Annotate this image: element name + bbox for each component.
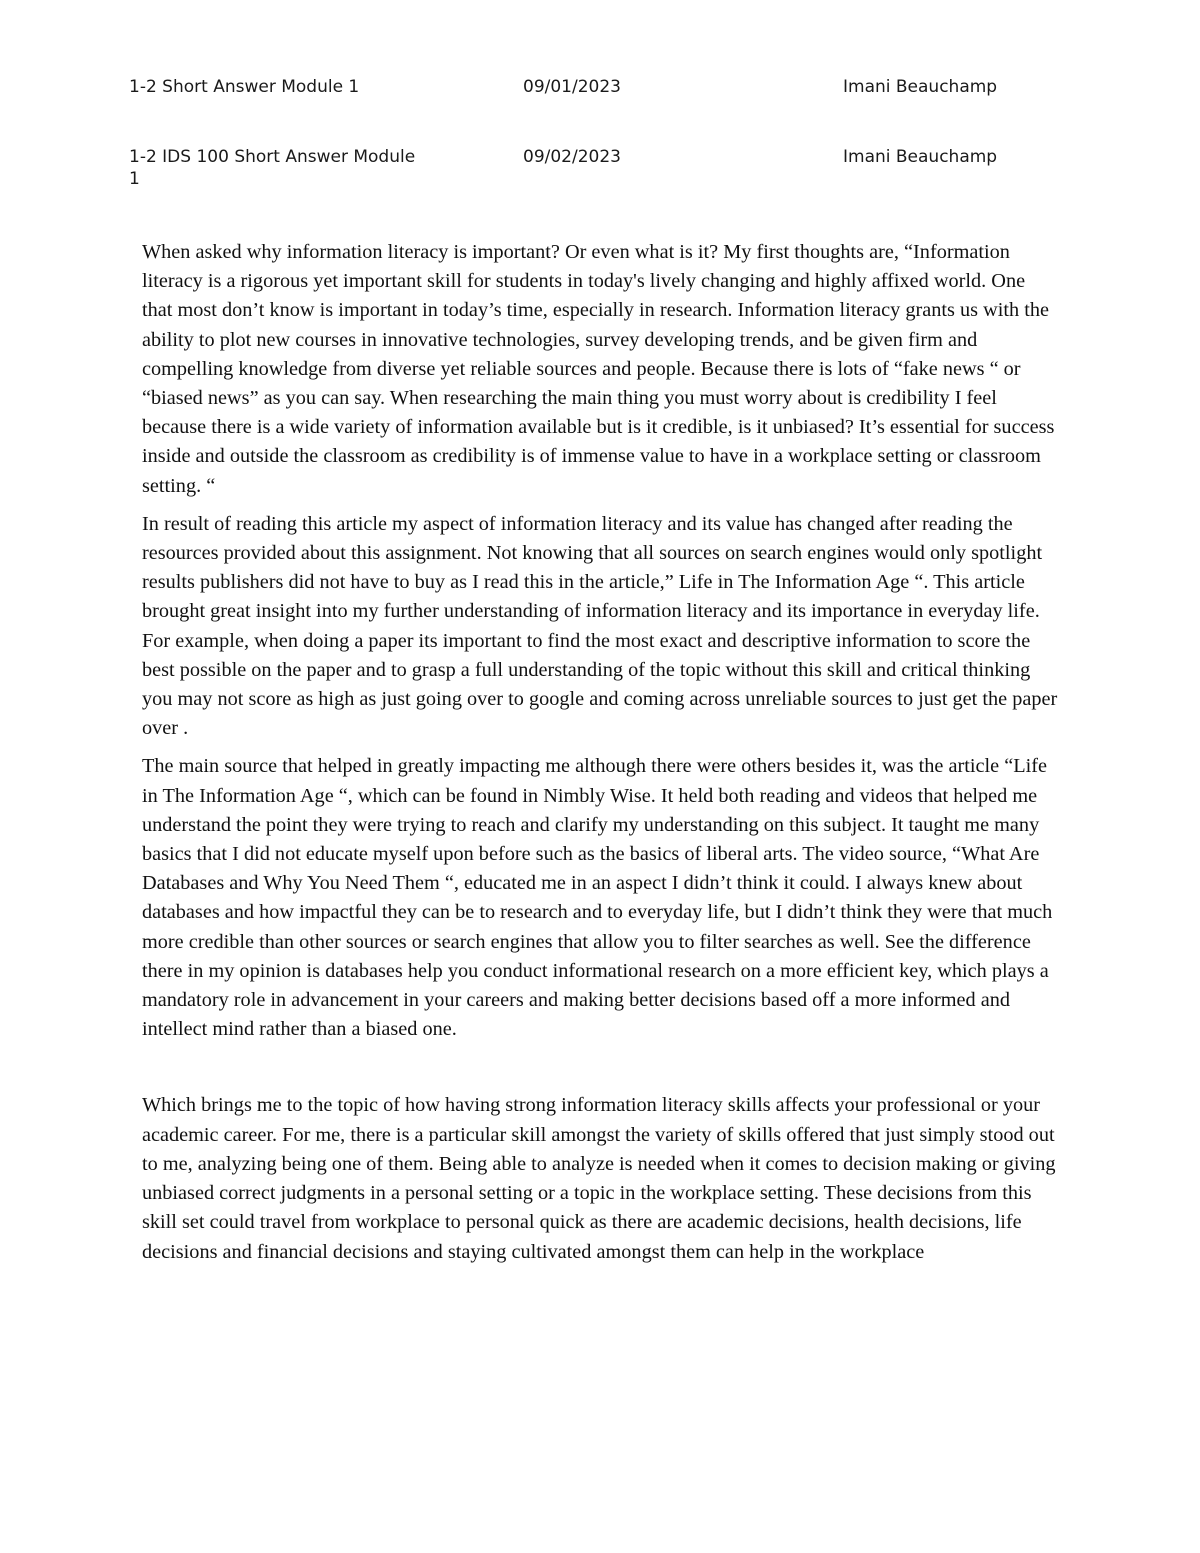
header-date: 09/01/2023 <box>523 77 621 97</box>
document-body <box>142 238 1060 1276</box>
body-paragraph: Which brings me to the topic of how having strong information literacy skills affects your professional or your academic career. For me, there is a particular skill amongst the variety of skills offered that just simply stood out to me, analyzing being one of them. Being able to analyze is needed when it comes to decision making or giving unbiased correct judgments in a personal setting or a topic in the workplace setting. These decisions from this skill set could travel from workplace to personal quick as there are academic decisions, health decisions, life decisions and financial decisions and staying cultivated amongst them can help in the workplace <box>142 1094 1056 1263</box>
header-author: Imani Beauchamp <box>843 147 998 167</box>
header-title: 1-2 Short Answer Module 1 <box>129 77 360 97</box>
body-paragraph: When asked why information literacy is important? Or even what is it? My first thoughts are, “Information literacy is a rigorous yet important skill for students in today's lively changing and highly affixed world. One that most don’t know is important in today’s time, especially in research. Information literacy grants us with the ability to plot new courses in innovative technologies, survey developing trends, and be given firm and compelling knowledge from diverse yet reliable sources and people. Because there is lots of “fake news “ or “biased news” as you can say. When researching the main thing you must worry about is credibility I feel because there is a wide variety of information available but is it credible, is it unbiased? It’s essential for success inside and outside the classroom as credibility is of immense value to have in a workplace setting or classroom setting. “ <box>142 241 1055 497</box>
body-paragraph: The main source that helped in greatly impacting me although there were others besides it, was the article “Life in The Information Age “, which can be found in Nimbly Wise. It held both reading and videos that helped me understand the point they were trying to reach and clarify my understanding on this subject. It taught me many basics that I did not educate myself upon before such as the basics of liberal arts. The video source, “What Are Databases and Why You Need Them “, educated me in an aspect I didn’t think it could. I always knew about databases and how impactful they can be to research and to everyday life, but I didn’t think they were that much more credible than other sources or search engines that allow you to filter searches as well. See the difference there in my opinion is databases help you conduct informational research on a more efficient key, which plays a mandatory role in advancement in your careers and making better decisions based off a more informed and intellect mind rather than a biased one. <box>142 755 1053 1041</box>
header-date: 09/02/2023 <box>523 147 621 167</box>
body-paragraph: In result of reading this article my aspect of information literacy and its value has changed after reading the resources provided about this assignment. Not knowing that all sources on search engines would only spotlight results publishers did not have to buy as I read this in the article,” Life in The Information Age “. This article brought great insight into my further understanding of information literacy and its importance in everyday life. For example, when doing a paper its important to find the most exact and descriptive information to score the best possible on the paper and to grasp a full understanding of the topic without this skill and critical thinking you may not score as high as just going over to google and coming across unreliable sources to just get the paper over . <box>142 512 1058 740</box>
header-author: Imani Beauchamp <box>843 77 998 97</box>
header-title: 1-2 IDS 100 Short Answer Module 1 <box>129 147 416 189</box>
